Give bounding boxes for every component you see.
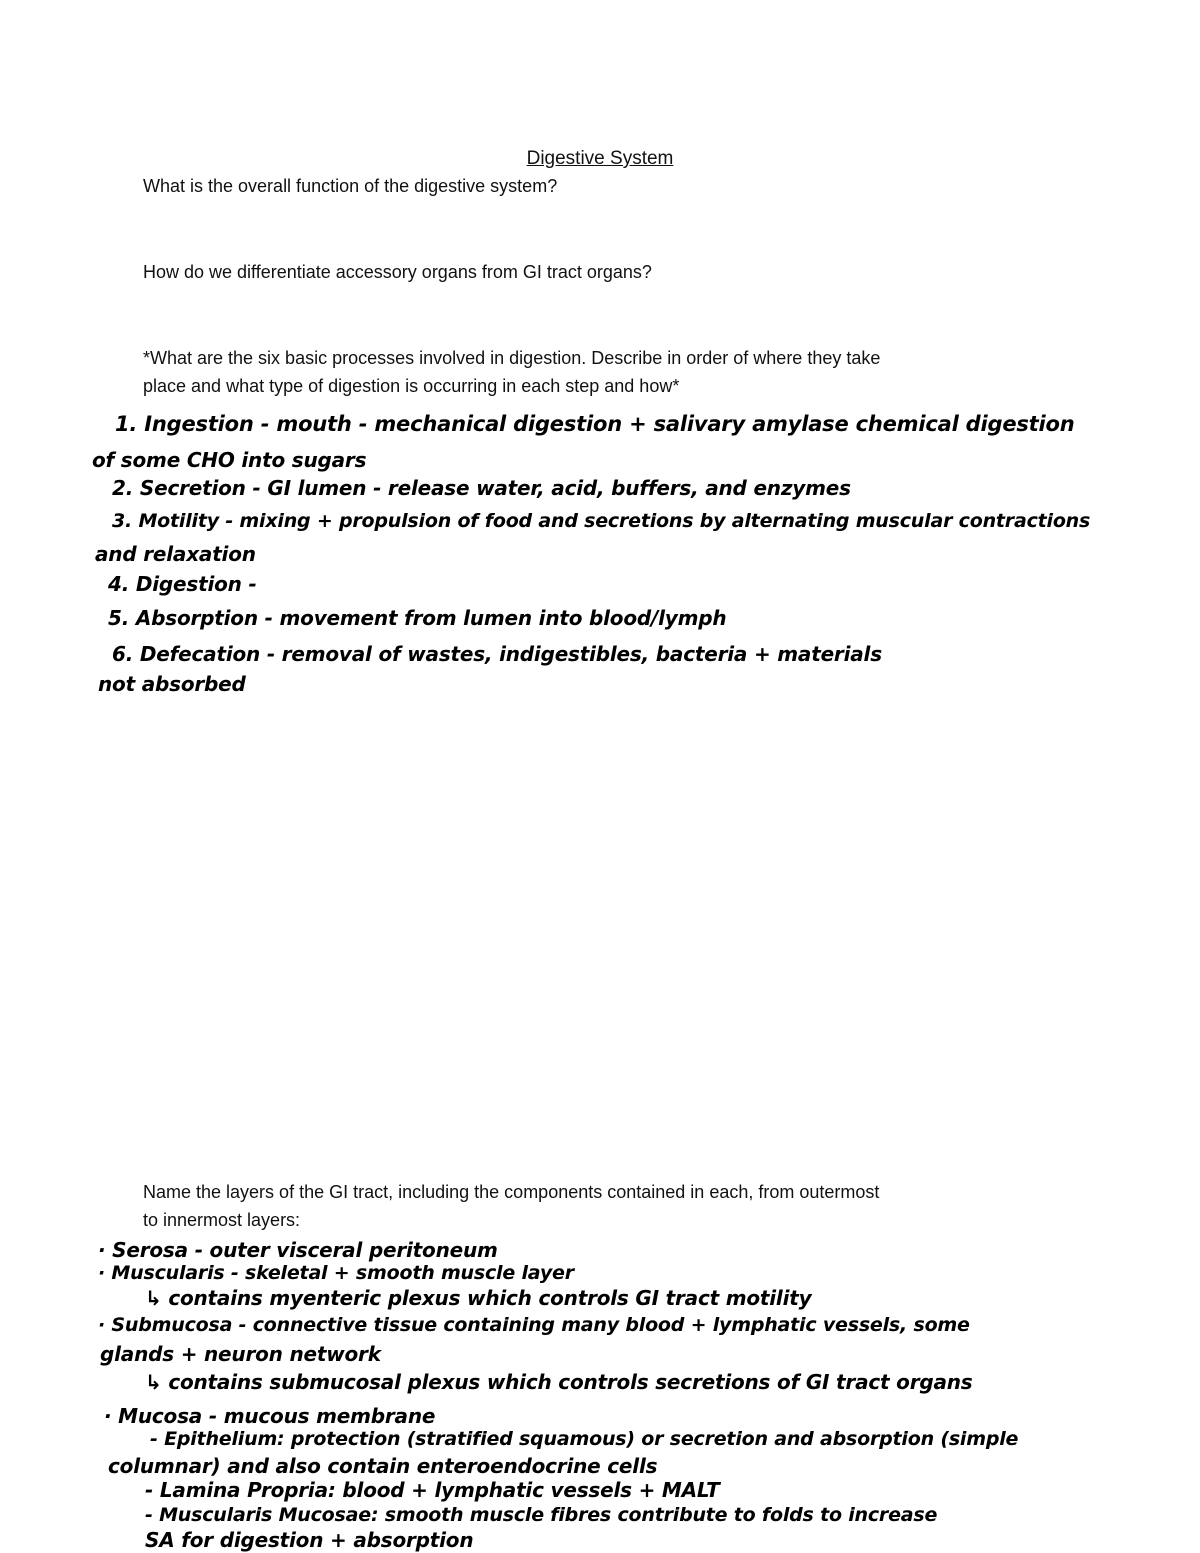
note-mucosa: · Mucosa - mucous membrane: [104, 1404, 436, 1428]
note-ingestion-cont: of some CHO into sugars: [92, 448, 367, 472]
note-defecation-cont: not absorbed: [98, 672, 246, 696]
note-absorption: 5. Absorption - movement from lumen into blood/lymph: [108, 606, 727, 630]
note-submucosa-plexus: ↳ contains submucosal plexus which controls secretions of GI tract organs: [145, 1370, 973, 1394]
note-muscularis-plexus: ↳ contains myenteric plexus which controls GI tract motility: [145, 1286, 812, 1310]
note-digestion: 4. Digestion -: [108, 572, 257, 596]
question-six-processes-line2: place and what type of digestion is occurring in each step and how*: [143, 376, 680, 396]
note-ingestion: 1. Ingestion - mouth - mechanical digestion + salivary amylase chemical digestion: [115, 412, 1075, 436]
question-overall-function: What is the overall function of the digestive system?: [143, 176, 558, 196]
question-gi-layers-line1: Name the layers of the GI tract, including the components contained in each, from outermost: [143, 1182, 880, 1202]
note-muscularis: · Muscularis - skeletal + smooth muscle layer: [98, 1262, 574, 1284]
note-muscularis-mucosae: - Muscularis Mucosae: smooth muscle fibres contribute to folds to increase: [145, 1504, 938, 1526]
question-accessory-organs: How do we differentiate accessory organs from GI tract organs?: [143, 262, 652, 282]
note-muscularis-mucosae-cont: SA for digestion + absorption: [145, 1528, 474, 1552]
question-gi-layers-line2: to innermost layers:: [143, 1210, 301, 1230]
note-submucosa: · Submucosa - connective tissue containing many blood + lymphatic vessels, some: [98, 1314, 970, 1336]
note-epithelium-cont: columnar) and also contain enteroendocrine cells: [108, 1454, 658, 1478]
note-submucosa-cont: glands + neuron network: [100, 1342, 381, 1366]
note-serosa: · Serosa - outer visceral peritoneum: [98, 1238, 498, 1262]
note-epithelium: - Epithelium: protection (stratified squamous) or secretion and absorption (simple: [150, 1428, 1019, 1450]
note-motility-cont: and relaxation: [95, 542, 256, 566]
note-lamina-propria: - Lamina Propria: blood + lymphatic vessels + MALT: [145, 1478, 720, 1502]
note-defecation: 6. Defecation - removal of wastes, indigestibles, bacteria + materials: [112, 642, 882, 666]
page-title: Digestive System: [526, 148, 674, 169]
question-six-processes-line1: *What are the six basic processes involved in digestion. Describe in order of where they take: [143, 348, 881, 368]
note-motility: 3. Motility - mixing + propulsion of food and secretions by alternating muscular contractions: [112, 510, 1091, 532]
note-secretion: 2. Secretion - GI lumen - release water, acid, buffers, and enzymes: [112, 476, 851, 500]
